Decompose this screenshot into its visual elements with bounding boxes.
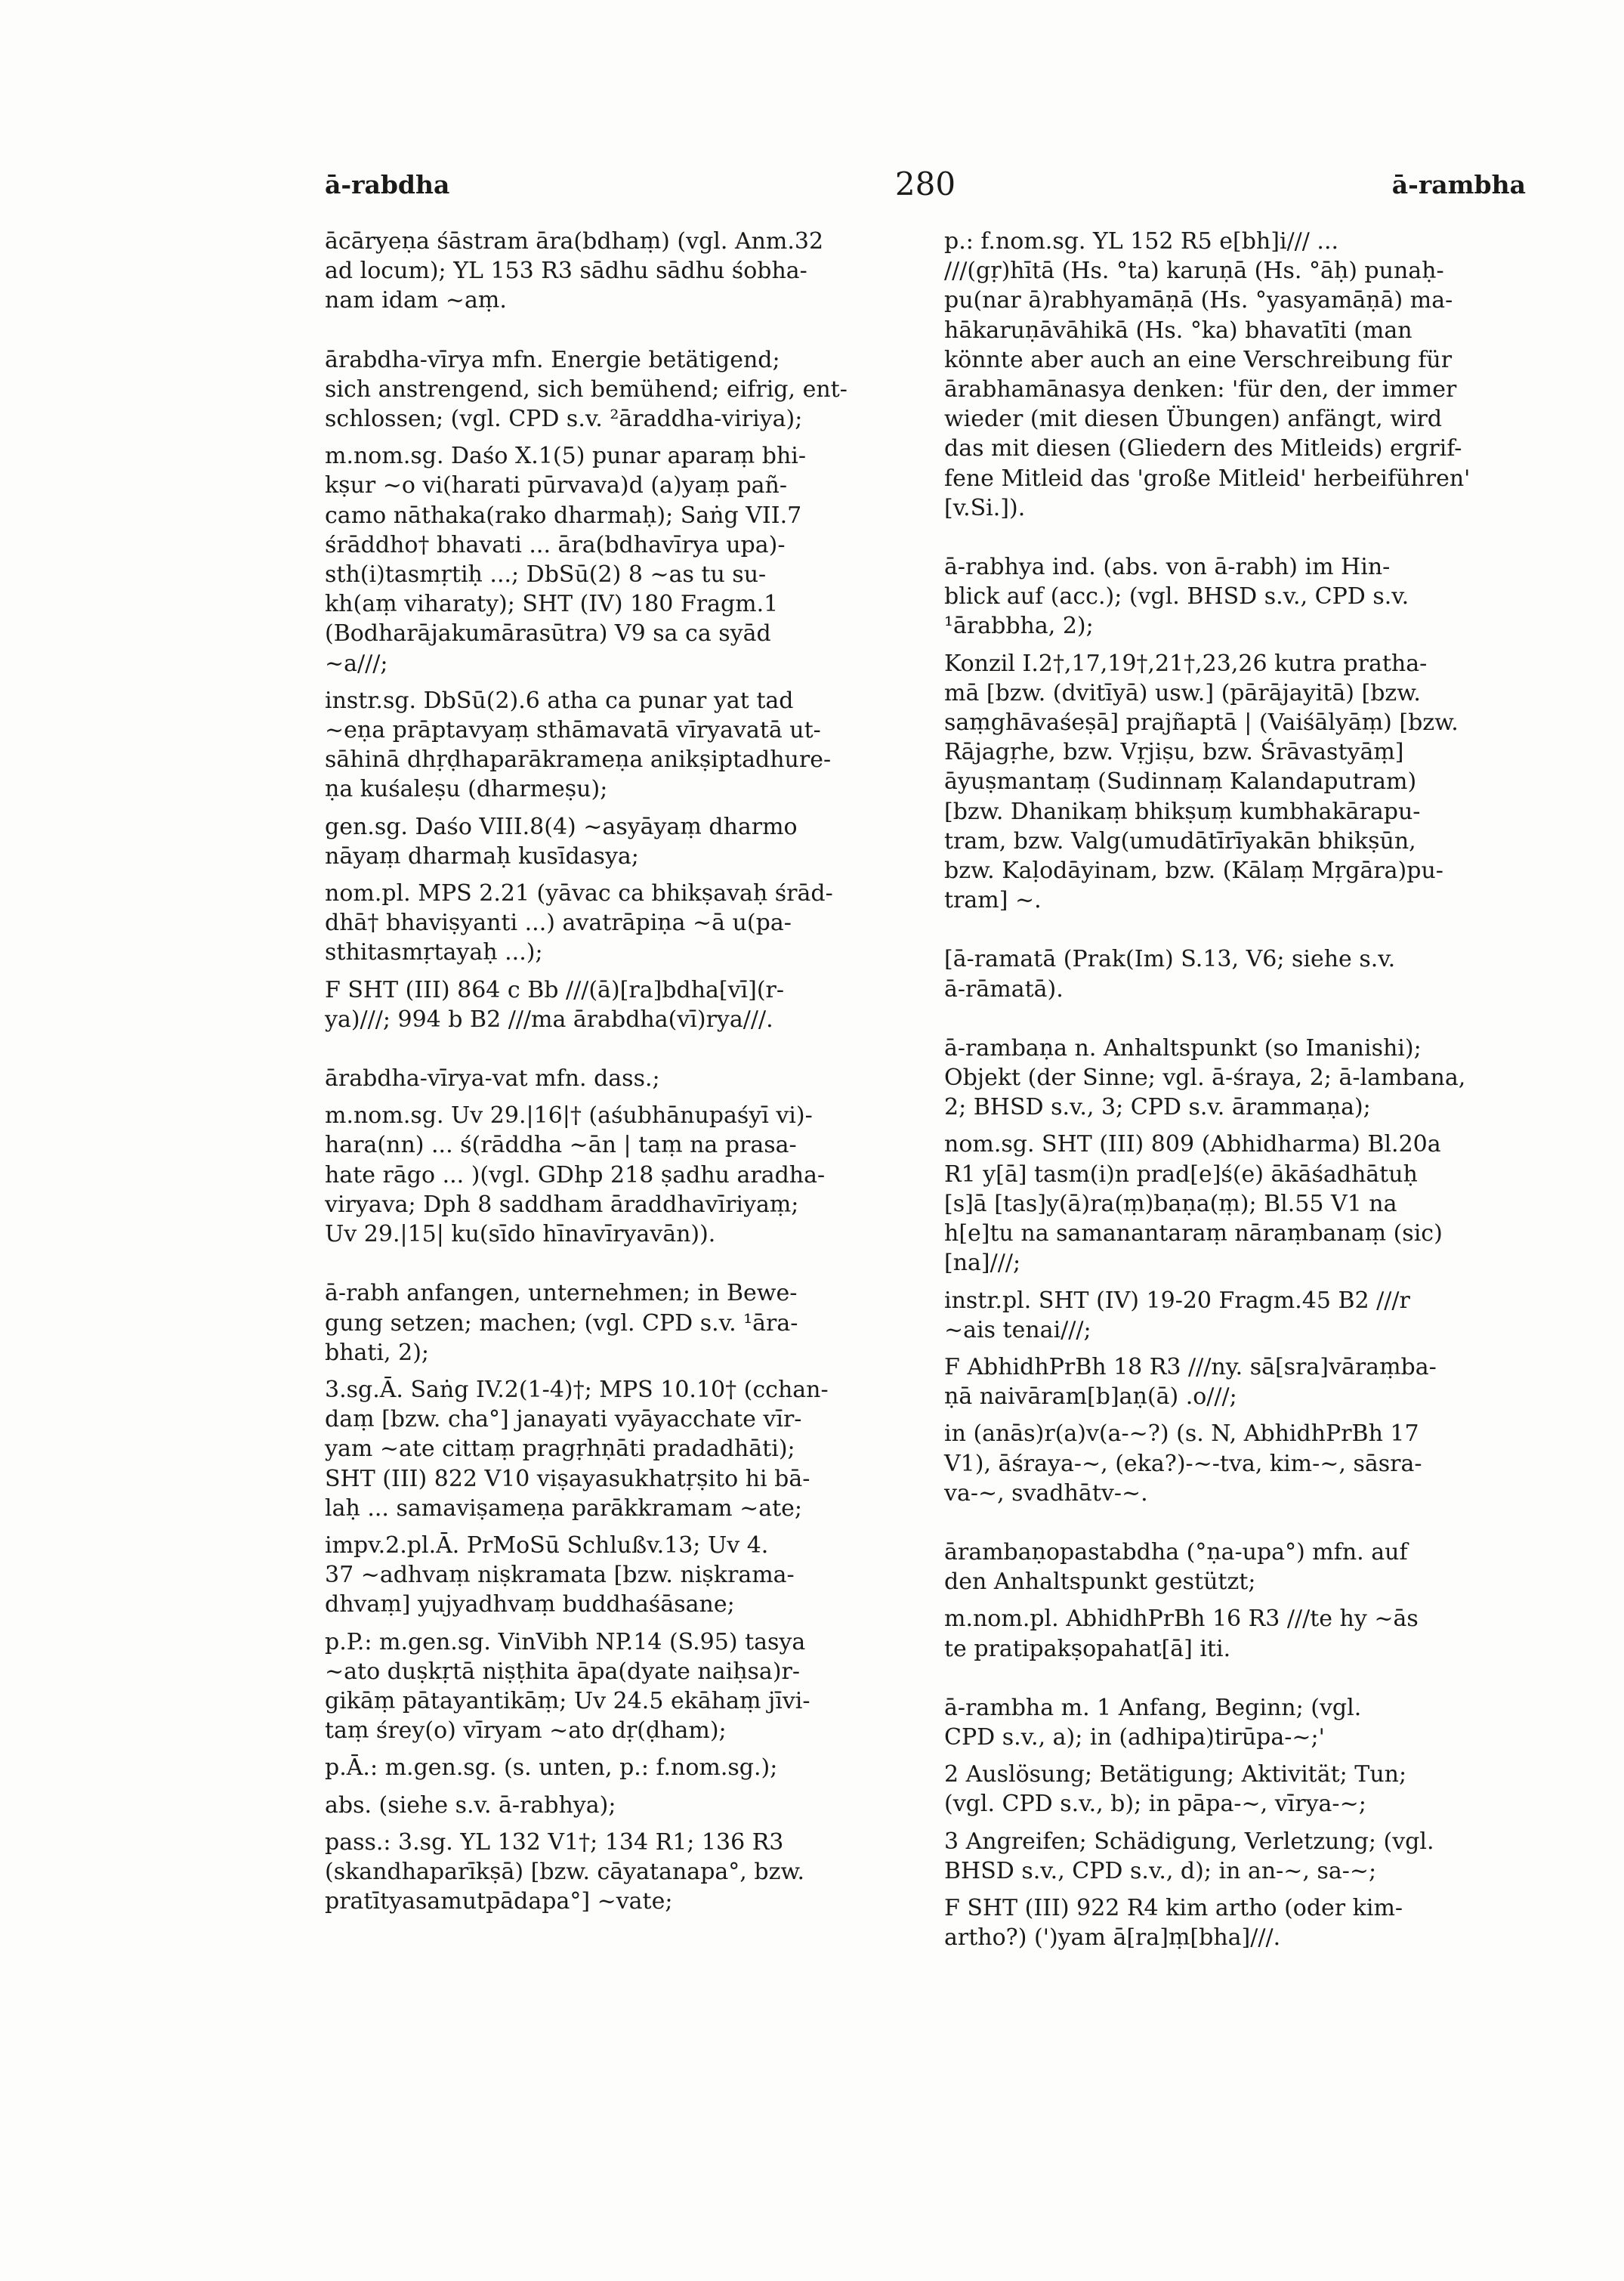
header-right-headword: ā-rambha [1391, 170, 1526, 199]
text-line: ad locum); YL 153 R3 sādhu sādhu śobha- [325, 258, 807, 285]
entry-paragraph [944, 1538, 1518, 1596]
entry-paragraph [325, 686, 899, 805]
text-line: pass.: 3.sg. YL 132 V1†; 134 R1; 136 R3 [325, 1828, 784, 1856]
entry-paragraph [944, 1419, 1518, 1508]
entry-paragraph [944, 1760, 1518, 1819]
page-header [325, 165, 1526, 215]
text-line: 3.sg.Ā. Saṅg IV.2(1-4)†; MPS 10.10† (cchan- [325, 1376, 829, 1403]
text-line: kh(aṃ viharaty); SHT (IV) 180 Fragm.1 [325, 591, 779, 618]
text-line: sich anstrengend, sich bemühend; eifrig, ent- [325, 376, 848, 403]
text-line: ārabdha-vīrya mfn. Energie betätigend; [325, 346, 780, 373]
entry-paragraph [325, 1828, 899, 1917]
text-line: ārambaṇopastabdha (°ṇa-upa°) mfn. auf [944, 1538, 1408, 1565]
entry-paragraph [944, 552, 1518, 641]
text-line: Uv 29.|15| ku(sīdo hīnavīryavān)). [325, 1221, 716, 1248]
text-line: saṃghāvaśeṣā] prajñaptā | (Vaiśālyāṃ) [bzw. [944, 709, 1459, 737]
text-line: V1), āśraya-~, (eka?)-~-tva, kim-~, sāsra- [944, 1450, 1422, 1477]
text-line: śrāddho† bhavati ... āra(bdhavīrya upa)- [325, 531, 786, 558]
text-line: gung setzen; machen; (vgl. CPD s.v. ¹āra- [325, 1309, 798, 1337]
text-line: abs. (siehe s.v. ā-rabhya); [325, 1791, 616, 1819]
text-line: nom.pl. MPS 2.21 (yāvac ca bhikṣavaḥ śrād- [325, 880, 833, 907]
text-line: kṣur ~o vi(harati pūrvava)d (a)yaṃ pañ- [325, 472, 788, 499]
text-line: tram, bzw. Valg(umudātīrīyakān bhikṣūn, [944, 827, 1416, 855]
entry-paragraph [325, 1627, 899, 1746]
text-line: in (anās)r(a)v(a-~?) (s. N, AbhidhPrBh 17 [944, 1420, 1419, 1448]
entry-paragraph [944, 1286, 1518, 1345]
text-line: tram] ~. [944, 887, 1042, 914]
text-line: schlossen; (vgl. CPD s.v. ²āraddha-viriya); [325, 406, 803, 433]
text-line: ///(gṛ)hītā (Hs. °ta) karuṇā (Hs. °āḥ) punaḥ- [944, 258, 1444, 285]
text-line: ~ais tenai///; [944, 1316, 1091, 1343]
text-line: sth(i)tasmṛtiḥ ...; DbSū(2) 8 ~as tu su- [325, 561, 767, 589]
text-line: va-~, svadhātv-~. [944, 1479, 1148, 1507]
entry-paragraph [325, 441, 899, 678]
text-line: ṇa kuśaleṣu (dharmeṣu); [325, 776, 608, 803]
text-line: F SHT (III) 922 R4 kim artho (oder kim- [944, 1894, 1403, 1921]
entry-paragraph [325, 227, 899, 316]
text-line: ā-rabhya ind. (abs. von ā-rabh) im Hin- [944, 554, 1391, 581]
entry-paragraph [325, 1753, 899, 1782]
text-line: R1 y[ā] tasm(i)n prad[e]ś(e) ākāśadhātuḥ [944, 1161, 1418, 1188]
entry-paragraph [944, 1693, 1518, 1752]
entry-paragraph [325, 345, 899, 434]
entry-paragraph [944, 1604, 1518, 1663]
text-line: ā-rabh anfangen, unternehmen; in Bewe- [325, 1280, 798, 1307]
entry-paragraph [325, 1064, 899, 1093]
text-line: sāhinā dhṛḍhaparākrameṇa anikṣiptadhure- [325, 746, 832, 774]
text-line: [na]///; [944, 1250, 1021, 1277]
text-line: ā-rambha m. 1 Anfang, Beginn; (vgl. [944, 1694, 1362, 1721]
text-line: ~ato duṣkṛtā niṣṭhita āpa(dyate naiḥsa)r- [325, 1658, 801, 1685]
entry-paragraph [325, 812, 899, 871]
header-left-headword: ā-rabdha [325, 170, 450, 199]
text-line: hara(nn) ... ś(rāddha ~ān | taṃ na prasa- [325, 1132, 797, 1159]
text-line: ācāryeṇa śāstram āra(bdhaṃ) (vgl. Anm.32 [325, 228, 824, 255]
text-line: 2; BHSD s.v., 3; CPD s.v. ārammaṇa); [944, 1094, 1371, 1121]
text-line: ya)///; 994 b B2 ///ma ārabdha(vī)rya///. [325, 1006, 773, 1033]
text-line: wieder (mit diesen Übungen) anfängt, wird [944, 406, 1443, 433]
entry-paragraph [325, 1278, 899, 1368]
text-line: impv.2.pl.Ā. PrMoSū Schlußv.13; Uv 4. [325, 1531, 769, 1559]
text-line: ārabdha-vīrya-vat mfn. dass.; [325, 1065, 660, 1093]
entry-paragraph [325, 879, 899, 968]
right-column [944, 227, 1518, 1952]
text-line: camo nāthaka(rako dharmaḥ); Saṅg VII.7 [325, 502, 802, 529]
text-line: gikāṃ pātayantikāṃ; Uv 24.5 ekāhaṃ jīvi- [325, 1687, 810, 1714]
text-line: bzw. Kaḷodāyinam, bzw. (Kālaṃ Mṛgāra)pu- [944, 858, 1443, 885]
text-line: pratītyasamutpādapa°] ~vate; [325, 1888, 673, 1915]
text-line: ā-rambaṇa n. Anhaltspunkt (so Imanishi); [944, 1034, 1422, 1062]
text-line: BHSD s.v., CPD s.v., d); in an-~, sa-~; [944, 1857, 1377, 1884]
text-line: [bzw. Dhanikaṃ bhikṣuṃ kumbhakārapu- [944, 798, 1421, 825]
text-line: Rājagṛhe, bzw. Vṛjiṣu, bzw. Śrāvastyāṃ] [944, 739, 1404, 766]
text-line: blick auf (acc.); (vgl. BHSD s.v., CPD s.v. [944, 583, 1409, 610]
text-line: Objekt (der Sinne; vgl. ā-śraya, 2; ā-lambana, [944, 1065, 1466, 1092]
text-line: ā-rāmatā). [944, 975, 1064, 1003]
text-line: instr.sg. DbSū(2).6 atha ca punar yat tad [325, 687, 794, 714]
entry-paragraph [325, 1375, 899, 1523]
text-line: [v.Si.]). [944, 494, 1026, 521]
text-line: daṃ [bzw. cha°] janayati vyāyacchate vīr- [325, 1406, 802, 1433]
entry-paragraph [325, 1531, 899, 1620]
entry-paragraph [325, 1791, 899, 1820]
text-line: ~a///; [325, 650, 388, 677]
text-line: m.nom.sg. Daśo X.1(5) punar aparaṃ bhi- [325, 443, 807, 470]
text-line: bhati, 2); [325, 1339, 430, 1366]
text-line: F AbhidhPrBh 18 R3 ///ny. sā[sra]vāraṃba- [944, 1353, 1437, 1380]
text-line: SHT (III) 822 V10 viṣayasukhatṛṣito hi bā- [325, 1465, 810, 1492]
text-line: pu(nar ā)rabhyamāṇā (Hs. °yasyamāṇā) ma- [944, 287, 1453, 314]
text-line: Konzil I.2†,17,19†,21†,23,26 kutra pratha- [944, 650, 1428, 677]
text-line: yam ~ate cittaṃ pragṛhṇāti pradadhāti); [325, 1436, 795, 1463]
text-line: taṃ śrey(o) vīryam ~ato dṛ(ḍham); [325, 1717, 727, 1745]
entry-paragraph [944, 1352, 1518, 1411]
text-line: nom.sg. SHT (III) 809 (Abhidharma) Bl.20a [944, 1131, 1441, 1158]
text-line: nam idam ~aṃ. [325, 287, 507, 314]
text-line: viryava; Dph 8 saddham āraddhavīriyaṃ; [325, 1191, 799, 1218]
text-line: p.P.: m.gen.sg. VinVibh NP.14 (S.95) tasya [325, 1628, 806, 1655]
text-line: F SHT (III) 864 c Bb ///(ā)[ra]bdha[vī](r- [325, 976, 785, 1003]
text-line: p.Ā.: m.gen.sg. (s. unten, p.: f.nom.sg.); [325, 1754, 778, 1782]
text-line: [s]ā [tas]y(ā)ra(ṃ)baṇa(ṃ); Bl.55 V1 na [944, 1190, 1397, 1217]
entry-paragraph [944, 649, 1518, 916]
text-line: te pratipakṣopahat[ā] iti. [944, 1635, 1231, 1662]
text-line: sthitasmṛtayaḥ ...); [325, 939, 543, 966]
entry-paragraph [944, 227, 1518, 523]
text-line: ~eṇa prāptavyaṃ sthāmavatā vīryavatā ut- [325, 717, 821, 744]
text-line: āyuṣmantaṃ (Sudinnaṃ Kalandaputram) [944, 768, 1417, 796]
text-line: CPD s.v., a); in (adhipa)tirūpa-~;' [944, 1723, 1325, 1751]
page-number: 280 [894, 165, 956, 202]
text-line: nāyaṃ dharmaḥ kusīdasya; [325, 842, 639, 870]
text-line: hākaruṇāvāhikā (Hs. °ka) bhavatīti (man [944, 317, 1413, 344]
text-line: (skandhaparīkṣā) [bzw. cāyatanapa°, bzw. [325, 1858, 805, 1885]
text-line: h[e]tu na samanantaraṃ nāraṃbanaṃ (sic) [944, 1220, 1443, 1247]
text-line: laḥ ... samaviṣameṇa parākkramam ~ate; [325, 1494, 803, 1522]
text-line: p.: f.nom.sg. YL 152 R5 e[bh]i/// ... [944, 228, 1339, 255]
text-line: gen.sg. Daśo VIII.8(4) ~asyāyaṃ dharmo [325, 813, 798, 840]
text-line: (Bodharājakumārasūtra) V9 sa ca syād [325, 620, 771, 648]
text-line: (vgl. CPD s.v., b); in pāpa-~, vīrya-~; [944, 1791, 1366, 1818]
text-line: 2 Auslösung; Betätigung; Aktivität; Tun; [944, 1761, 1407, 1788]
text-line: artho?) (')yam ā[ra]ṃ[bha]///. [944, 1924, 1281, 1952]
text-line: das mit diesen (Gliedern des Mitleids) ergrif- [944, 435, 1462, 462]
text-line: fene Mitleid das 'große Mitleid' herbeiführen' [944, 465, 1471, 492]
entry-paragraph [325, 975, 899, 1034]
entry-paragraph [944, 1130, 1518, 1278]
text-line: ¹ārabbha, 2); [944, 613, 1094, 640]
entry-paragraph [944, 944, 1518, 1003]
left-column [325, 227, 899, 1916]
text-line: mā [bzw. (dvitīyā) usw.] (pārājayitā) [bzw. [944, 679, 1421, 706]
text-line: m.nom.sg. Uv 29.|16|† (aśubhānupaśyī vi)- [325, 1102, 813, 1130]
entry-paragraph [325, 1101, 899, 1249]
text-line: dhvaṃ] yujyadhvaṃ buddhaśāsane; [325, 1591, 735, 1618]
entry-paragraph [944, 1893, 1518, 1952]
text-line: m.nom.pl. AbhidhPrBh 16 R3 ///te hy ~ās [944, 1606, 1419, 1633]
text-line: den Anhaltspunkt gestützt; [944, 1569, 1256, 1596]
text-line: könnte aber auch an eine Verschreibung für [944, 346, 1453, 373]
text-line: 3 Angreifen; Schädigung, Verletzung; (vgl. [944, 1828, 1434, 1855]
text-line: dhā† bhaviṣyanti ...) avatrāpiṇa ~ā u(pa- [325, 910, 792, 937]
text-line: ārabhamānasya denken: 'für den, der immer [944, 376, 1457, 403]
entry-paragraph [944, 1827, 1518, 1886]
text-line: ṇā naivāram[b]aṇ(ā) .o///; [944, 1383, 1237, 1411]
text-line: 37 ~adhvaṃ niṣkramata [bzw. niṣkrama- [325, 1562, 795, 1589]
entry-paragraph [944, 1034, 1518, 1123]
text-line: instr.pl. SHT (IV) 19-20 Fragm.45 B2 ///r [944, 1287, 1410, 1314]
text-line: hate rāgo ... )(vgl. GDhp 218 ṣadhu aradha- [325, 1161, 826, 1188]
text-line: [ā-ramatā (Prak(Im) S.13, V6; siehe s.v. [944, 946, 1396, 973]
